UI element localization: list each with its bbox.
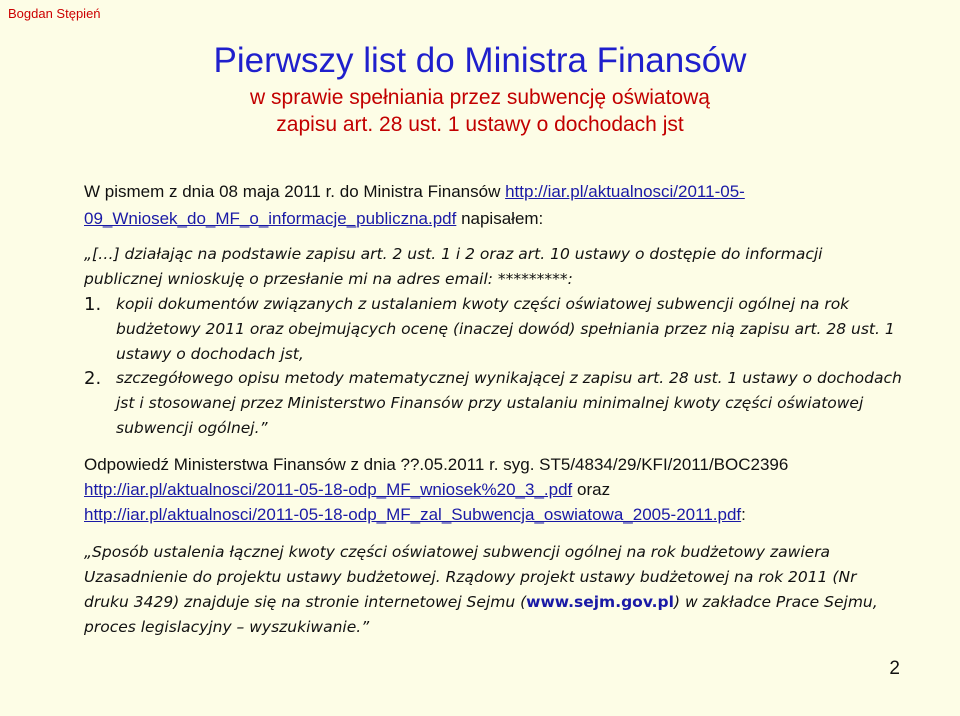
reply-line: Odpowiedź Ministerstwa Finansów z dnia ??.05.2011 r. syg. ST5/4834/29/KFI/2011/BOC2396 [84, 455, 789, 474]
reply-quote [84, 540, 904, 640]
page-number: 2 [889, 658, 900, 679]
reply-links-row-2 [84, 502, 904, 527]
request-quote: „[…] działając na podstawie zapisu art. 2 ust. 1 i 2 oraz art. 10 ustawy o dostępie do informacji publicznej wnioskuję o przesłanie mi na adres email: *********: [84, 245, 823, 288]
reply-end: : [741, 505, 746, 524]
intro-text-after: napisałem: [456, 209, 544, 228]
item-number: 1. [84, 294, 102, 315]
page-subtitle [0, 84, 960, 138]
intro-link-part-2: 09_Wniosek_do_MF_o_informacje_publiczna.pdf [84, 209, 457, 228]
intro-link-part-1: http://iar.pl/aktualnosci/2011-05- [505, 182, 745, 201]
reply-link-1[interactable]: http://iar.pl/aktualnosci/2011-05-18-odp_MF_wniosek%20_3_.pdf [84, 480, 573, 499]
reply-joiner: oraz [572, 480, 611, 499]
reply-quote-text-after: ) w zakładce Prace Sejmu, proces legislacyjny – wyszukiwanie.” [84, 593, 878, 636]
ministry-reply [84, 452, 904, 527]
reply-link-2[interactable]: http://iar.pl/aktualnosci/2011-05-18-odp_MF_zal_Subwencja_oswiatowa_2005-2011.pdf [84, 505, 742, 524]
reply-quote-text: „Sposób ustalenia łącznej kwoty części oświatowej subwencji ogólnej na rok budżetowy zawiera Uzasadnienie do projektu ustawy budżetowej. Rządowy projekt ustawy budżetowej na rok 2011 (Nr druku 3429) znajduje się na stronie internetowej Sejmu ( [84, 543, 857, 611]
item-text: szczegółowego opisu metody matematycznej wynikającej z zapisu art. 28 ust. 1 ustawy o dochodach jst i stosowanej przez Ministerstwo Finansów przy ustalaniu minimalnej kwoty części oświatowej subwencji ogólnej.” [116, 369, 902, 437]
page-title: Pierwszy list do Ministra Finansów [213, 41, 747, 80]
author-name: Bogdan Stępień [8, 6, 101, 21]
subtitle-line-1: w sprawie spełniania przez subwencję oświatową [250, 86, 710, 109]
reply-links-row-1 [84, 477, 904, 502]
item-number: 2. [84, 368, 102, 389]
item-text: kopii dokumentów związanych z ustalaniem kwoty części oświatowej subwencji ogólnej na rok budżetowy 2011 oraz obejmujących ocenę (inaczej dowód) spełniania przez nią zapisu art. 28 ust. 1 ustawy o dochodach jst, [116, 295, 895, 363]
request-item-1 [84, 292, 904, 367]
intro-text: W pismem z dnia 08 maja 2011 r. do Ministra Finansów [84, 182, 506, 201]
subtitle-line-2: zapisu art. 28 ust. 1 ustawy o dochodach jst [276, 113, 684, 136]
sejm-website-link[interactable]: www.sejm.gov.pl [526, 593, 674, 611]
request-item-2 [84, 366, 904, 441]
intro-paragraph [84, 178, 904, 232]
